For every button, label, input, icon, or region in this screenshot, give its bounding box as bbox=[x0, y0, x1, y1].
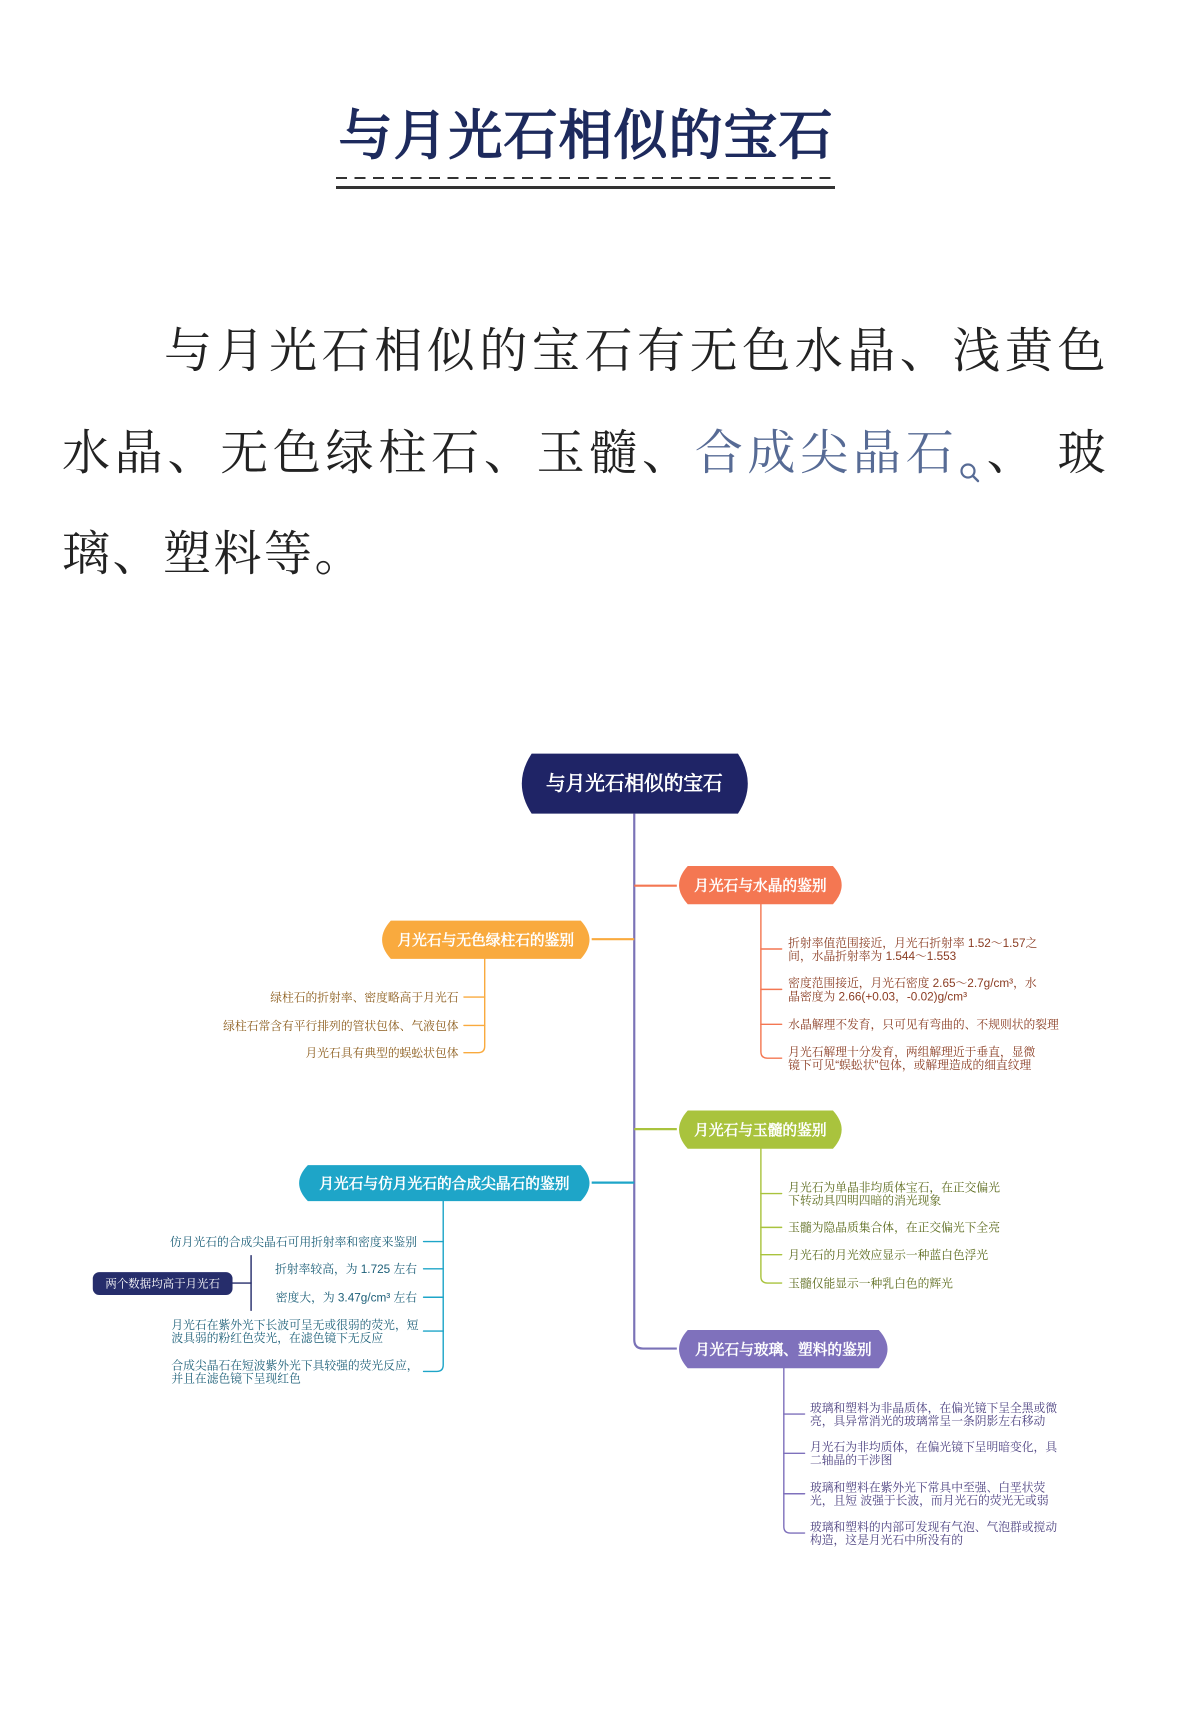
crystal-item-text: 间，水晶折射率为 1.544～1.553 bbox=[788, 949, 957, 963]
spinel-item-text: 合成尖晶石在短波紫外光下具较强的荧光反应， bbox=[171, 1358, 419, 1372]
glass-branch-label: 月光石与玻璃、塑料的鉴别 bbox=[694, 1342, 872, 1359]
crystal-branch-items bbox=[788, 935, 1059, 1071]
beryl-item-text: 绿柱石常含有平行排列的管状包体、气液包体 bbox=[223, 1019, 459, 1033]
spinel-branch-stem bbox=[424, 1201, 444, 1371]
glass-branch-lines bbox=[784, 1368, 805, 1533]
crystal-item-text: 密度范围接近，月光石密度 2.65～2.7g/cm³，水 bbox=[788, 976, 1037, 990]
summary-badge-label: 两个数据均高于月光石 bbox=[105, 1278, 220, 1291]
chalcedony-branch-items bbox=[788, 1180, 1000, 1290]
spinel-branch-items bbox=[170, 1235, 419, 1385]
crystal-item-text: 折射率值范围接近，月光石折射率 1.52～1.57之 bbox=[788, 936, 1038, 950]
glass-item-text: 二轴晶的干涉图 bbox=[810, 1453, 893, 1467]
mindmap-trunk bbox=[634, 813, 677, 1348]
chalcedony-item-text: 月光石的月光效应显示一种蓝白色浮光 bbox=[788, 1248, 989, 1262]
badge-bracket bbox=[233, 1255, 252, 1310]
glass-item-text: 玻璃和塑料为非晶质体，在偏光镜下呈全黑或微 bbox=[810, 1401, 1058, 1415]
beryl-branch-stem bbox=[464, 958, 485, 1052]
chalcedony-branch-label: 月光石与玉髓的鉴别 bbox=[694, 1122, 827, 1139]
paragraph-line-3: 璃、塑料等。 bbox=[62, 528, 366, 581]
chalcedony-item-text: 月光石为单晶非均质体宝石，在正交偏光 bbox=[788, 1180, 1000, 1194]
paragraph-text: 水晶、无色绿柱石、玉髓、 bbox=[62, 426, 695, 480]
paragraph-line-1: 与月光石相似的宝石有无色水晶、浅黄色 bbox=[164, 325, 1108, 378]
spinel-item-text: 月光石在紫外光下长波可呈无或很弱的荧光，短 bbox=[171, 1318, 419, 1332]
spinel-item-text: 折射率较高，为 1.725 左右 bbox=[275, 1262, 418, 1276]
title-solid-underline bbox=[336, 186, 835, 189]
crystal-branch-stem bbox=[761, 904, 782, 1058]
beryl-branch-lines bbox=[464, 958, 485, 1052]
spinel-item-text: 密度大，为 3.47g/cm³ 左右 bbox=[275, 1291, 418, 1305]
glass-branch-items bbox=[810, 1401, 1058, 1547]
mind-map bbox=[0, 699, 1179, 1572]
glass-item-text: 亮，具异常消光的玻璃常呈一条阴影左右移动 bbox=[810, 1414, 1046, 1428]
crystal-branch-lines bbox=[761, 904, 782, 1058]
crystal-item-text: 镜下可见“蜈蚣状”包体，或解理造成的细直纹理 bbox=[788, 1058, 1032, 1072]
crystal-branch-label: 月光石与水晶的鉴别 bbox=[694, 878, 827, 895]
chalcedony-item-text: 下转动具四明四暗的消光现象 bbox=[788, 1194, 942, 1208]
search-icon[interactable] bbox=[958, 421, 984, 447]
chalcedony-item-text: 玉髓为隐晶质集合体，在正交偏光下全亮 bbox=[788, 1221, 1000, 1235]
paragraph-text: 、 玻 bbox=[984, 426, 1108, 480]
glass-branch-stem bbox=[784, 1368, 805, 1533]
chalcedony-item-text: 玉髓仅能显示一种乳白色的辉光 bbox=[788, 1277, 953, 1291]
root-node-label: 与月光石相似的宝石 bbox=[545, 772, 723, 795]
paragraph-line-2 bbox=[62, 403, 1108, 505]
crystal-item-text: 水晶解理不发育，只可见有弯曲的、不规则状的裂理 bbox=[788, 1018, 1059, 1032]
spinel-item-text: 波具弱的粉红色荧光，在滤色镜下无反应 bbox=[171, 1331, 384, 1345]
trunk-line bbox=[634, 813, 677, 1348]
beryl-branch-items bbox=[223, 990, 459, 1060]
glass-item-text: 月光石为非均质体，在偏光镜下呈明暗变化，具 bbox=[810, 1440, 1058, 1454]
spinel-item-text: 仿月光石的合成尖晶石可用折射率和密度来鉴别 bbox=[169, 1235, 418, 1249]
beryl-item-text: 月光石具有典型的蜈蚣状包体 bbox=[305, 1046, 459, 1060]
crystal-item-text: 月光石解理十分发育，两组解理近于垂直，显微 bbox=[788, 1045, 1036, 1059]
synthetic-spinel-link[interactable]: 合成尖晶石 bbox=[694, 426, 959, 480]
glass-item-text: 玻璃和塑料在紫外光下常具中至强、白垩状荧 bbox=[810, 1481, 1046, 1495]
glass-item-text: 构造，这是月光石中所没有的 bbox=[810, 1533, 963, 1547]
crystal-item-text: 晶密度为 2.66(+0.03，-0.02)g/cm³ bbox=[788, 989, 968, 1003]
beryl-branch-label: 月光石与无色绿柱石的鉴别 bbox=[397, 932, 575, 949]
spinel-branch-label: 月光石与仿月光石的合成尖晶石的鉴别 bbox=[319, 1176, 570, 1193]
spinel-item-text: 并且在滤色镜下呈现红色 bbox=[171, 1372, 301, 1386]
page-title: 与月光石相似的宝石 bbox=[338, 106, 834, 166]
title-dashed-underline bbox=[336, 177, 835, 179]
spinel-branch-lines bbox=[424, 1201, 444, 1371]
glass-item-text: 玻璃和塑料的内部可发现有气泡、气泡群或搅动 bbox=[810, 1520, 1058, 1534]
beryl-item-text: 绿柱石的折射率、密度略高于月光石 bbox=[270, 991, 459, 1005]
glass-item-text: 光，且短 波强于长波，而月光石的荧光无或弱 bbox=[810, 1494, 1049, 1508]
chalcedony-branch-stem bbox=[761, 1148, 782, 1282]
search-icon-graphic bbox=[958, 461, 984, 487]
chalcedony-branch-lines bbox=[761, 1148, 782, 1282]
intro-paragraph bbox=[62, 301, 1108, 606]
